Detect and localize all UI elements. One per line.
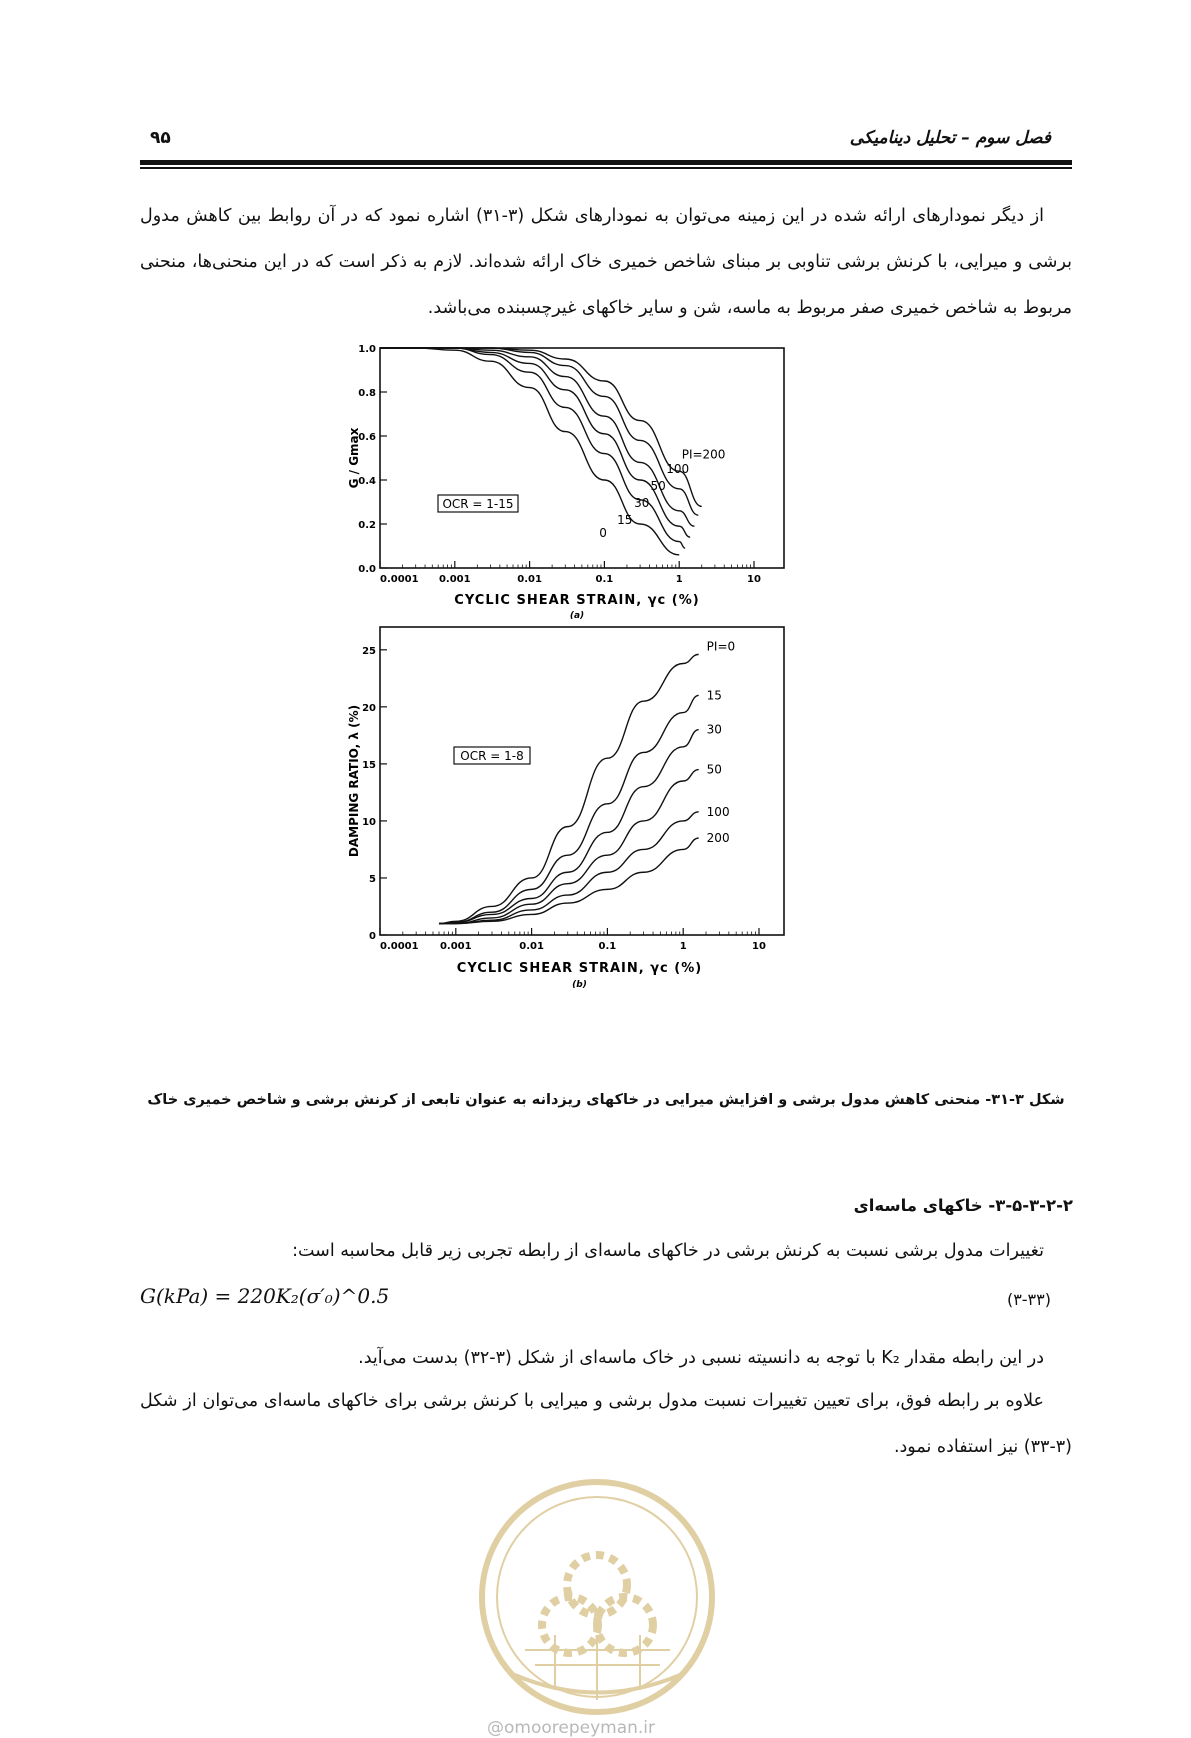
chart-b-series-label: PI=0 — [706, 639, 736, 654]
watermark-url: @omoorepeyman.ir — [487, 1718, 656, 1738]
chart-a-series-label: 15 — [617, 513, 633, 528]
chart-b-x-tick-label: 1 — [679, 941, 687, 952]
chart-b-y-tick-label: 0 — [369, 931, 376, 942]
k2-paragraph: در این رابطه مقدار K₂ با توجه به دانسیته نسبی در خاک ماسه‌ای از شکل (۳-۳۲) بدست می‌آید. — [358, 1348, 1044, 1368]
chart-b-y-tick-label: 25 — [362, 645, 376, 657]
chart-b-series-label: 15 — [706, 688, 722, 703]
chart-a-series-label: 50 — [650, 479, 666, 494]
chart-b-series-line — [439, 770, 699, 924]
chart-a-y-tick-label: 0.2 — [358, 520, 376, 531]
chart-a-y-tick-label: 0.6 — [358, 432, 376, 443]
equation-formula: G(kPa) = 220K₂(σ′₀)^0.5 — [140, 1284, 390, 1308]
page-number: ۹۵ — [150, 128, 171, 148]
chart-b-y-tick-label: 15 — [362, 759, 376, 771]
chart-a-x-tick-label: 10 — [747, 574, 761, 585]
chart-b-series-label: 50 — [706, 762, 722, 777]
chart-a-series-label: PI=200 — [681, 447, 726, 462]
sand-intro-paragraph: تغییرات مدول برشی نسبت به کرنش برشی در خاکهای ماسه‌ای از رابطه تجربی زیر قابل محاسبه است: — [292, 1241, 1044, 1261]
closing-paragraph: علاوه بر رابطه فوق، برای تعیین تغییرات نسبت مدول برشی و میرایی با کرنش برشی برای خاکهای ماسه‌ای می‌توان از شکل (۳-۳۳) نیز استفاده نمود. — [140, 1391, 1072, 1457]
watermark-seal — [475, 1475, 720, 1720]
chart-b-x-tick-label: 0.1 — [598, 941, 617, 952]
chart-a-series-label: 30 — [634, 496, 650, 511]
chart-b-series-label: 100 — [706, 804, 730, 819]
chart-b-y-tick-label: 5 — [369, 873, 376, 885]
chart-a-x-tick-label: 1 — [675, 574, 683, 585]
chart-a-y-tick-label: 1.0 — [358, 344, 376, 355]
chart-b-x-tick-label: 10 — [752, 941, 766, 952]
chart-a-y-axis-label: G / Gmax — [347, 427, 361, 489]
chart-b-x-tick-label: 0.0001 — [380, 941, 419, 952]
chart-b-x-axis-label: CYCLIC SHEAR STRAIN, γc (%) — [456, 961, 703, 976]
chart-b-series-line — [439, 812, 699, 924]
header-rule-thin — [140, 167, 1072, 169]
chart-b-annotation: OCR = 1-8 — [460, 749, 524, 763]
chart-b-y-tick-label: 10 — [362, 816, 376, 828]
chart-b-y-axis-label: DAMPING RATIO, λ (%) — [347, 704, 361, 858]
chart-a-series-line — [380, 348, 679, 555]
chart-b-series-label: 200 — [706, 831, 730, 846]
chart-b-y-tick-label: 20 — [362, 702, 376, 714]
chart-a-x-tick-label: 0.001 — [438, 574, 471, 585]
chart-a-series-label: 100 — [666, 462, 690, 477]
chart-a-x-tick-label: 0.0001 — [380, 574, 419, 585]
chapter-title: فصل سوم – تحلیل دینامیکی — [849, 128, 1051, 148]
intro-paragraph: از دیگر نمودارهای ارائه شده در این زمینه می‌توان به نمودارهای شکل (۳-۳۱) اشاره نمود که در آن روابط بین کاهش مدول برشی و میرایی، با کرنش برشی تناوبی بر مبنای شاخص خمیری خاک ارائه شده‌اند. لازم به ذکر است که در این منحنی‌ها، منحنی مربوط به شاخص خمیری صفر مربوط به ماسه، شن و سایر خاکهای غیرچسبنده می‌باشد. — [140, 206, 1072, 318]
chart-a-y-tick-label: 0.8 — [358, 388, 376, 399]
chart-b-subtitle: (b) — [572, 980, 587, 990]
chart-b-x-tick-label: 0.01 — [519, 941, 544, 952]
chart-a-x-tick-label: 0.1 — [595, 574, 614, 585]
figure-caption: شکل ۳-۳۱- منحنی کاهش مدول برشی و افزایش میرایی در خاکهای ریزدانه به عنوان تابعی از کرنش برشی و شاخص خمیری خاک — [147, 1092, 1065, 1108]
section-heading: ۳-۵-۳-۲-۲- خاکهای ماسه‌ای — [853, 1196, 1073, 1215]
chart-a-y-tick-label: 0.4 — [358, 476, 376, 487]
chart-a-subtitle: (a) — [569, 611, 585, 621]
chart-b-series-label: 30 — [706, 722, 722, 737]
chart-b-x-tick-label: 0.001 — [439, 941, 472, 952]
chart-a-y-tick-label: 0.0 — [358, 564, 376, 575]
chart-a-series-line — [380, 348, 685, 548]
chart-a-annotation: OCR = 1-15 — [442, 497, 514, 511]
figure-svg — [347, 344, 850, 1075]
chart-b-series-line — [439, 695, 699, 923]
header-rule-thick — [140, 160, 1072, 165]
chart-a-series-label: 0 — [599, 525, 607, 540]
figure-3-31 — [347, 344, 850, 1075]
chart-a-x-tick-label: 0.01 — [517, 574, 542, 585]
equation-number: (۳-۳۳) — [1006, 1290, 1051, 1309]
chart-a-x-axis-label: CYCLIC SHEAR STRAIN, γc (%) — [454, 593, 700, 608]
